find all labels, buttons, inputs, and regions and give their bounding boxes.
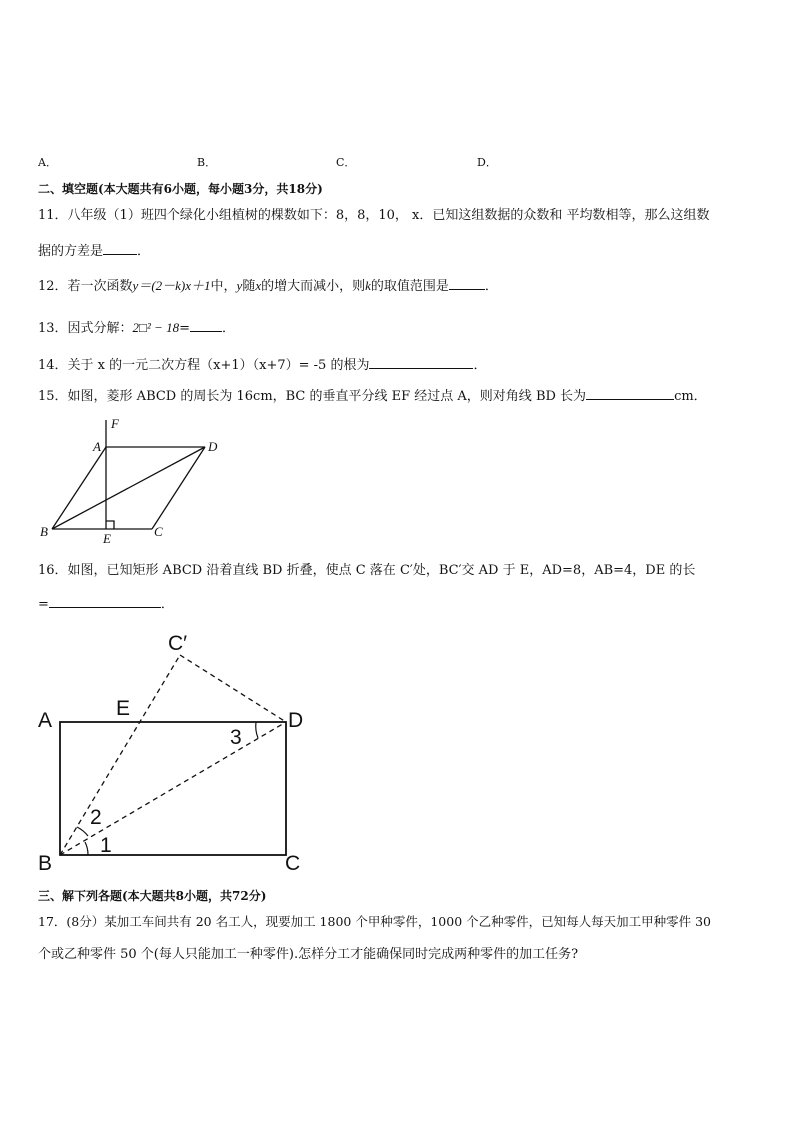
q16-line1: 16．如图，已知矩形 ABCD 沿着直线 BD 折叠，使点 C 落在 C′处，BC′交 AD 于 E，AD=8，AB=4，DE 的长 [38,563,696,578]
choice-c: C． [336,156,356,169]
label-d: D [208,439,218,454]
label-1: 1 [100,834,112,857]
q13-expression: 2□² − 18 [132,320,180,335]
q12-end: ． [484,279,498,294]
label-3: 3 [230,726,242,749]
q16-equals: = [38,597,49,612]
label-f: F [111,416,119,431]
q11-line2-end: ． [137,244,151,259]
q12-text-1: 中， [210,279,237,294]
line-bc-prime [60,655,180,855]
q12-var-x: x [255,278,262,293]
section2-heading: 二、填空题(本大题共有6小题，每小题3分，共18分) [38,182,323,196]
q17-line1: 17．(8分）某加工车间共有 20 名工人，现要加工 1800 个甲种零件，1000 个乙种零件，已知每人每天加工甲种零件 30 [38,914,712,929]
angle-3-arc [256,722,258,738]
label-c: C [154,524,163,539]
q12-text-2: 随 [242,279,256,294]
label-c-prime: C′ [168,632,188,655]
label-e: E [103,531,111,546]
q13-end: ． [221,321,235,336]
label-2: 2 [90,806,102,829]
q14-end: ． [473,358,487,373]
line-c-prime-d [180,655,286,722]
choice-d: D． [477,156,497,169]
label-a: A [38,709,53,732]
q11-line1: 11．八年级（1）班四个绿化小组植树的棵数如下：8，8，10， x．已知这组数据的众数和 平均数相等，那么这组数 [38,208,710,223]
q17-line2: 个或乙种零件 50 个(每人只能加工一种零件).怎样分工才能确保同时完成两种零件的加工任务? [38,947,579,962]
q12-var-y: y [236,278,243,293]
q13-equals: = [179,321,190,336]
q14-text: 14．关于 x 的一元二次方程（x+1）（x+7）= -5 的根为 [38,358,370,373]
q11-line2-text: 据的方差是 [38,244,104,259]
label-b: B [38,852,53,875]
q12-formula: y＝(2－k)x＋1 [132,278,211,293]
q12-text-4: 的取值范围是 [370,279,449,294]
q12-var-k: k [365,278,371,293]
label-d: D [288,709,304,732]
q15-text: 15．如图，菱形 ABCD 的周长为 16cm，BC 的垂直平分线 EF 经过点 A，则对角线 BD 长为 [38,389,587,404]
label-e: E [116,697,131,720]
choice-b: B． [197,156,217,169]
q12-text-3: 的增大而减小，则 [261,279,366,294]
q13-prefix: 13．因式分解： [38,321,133,336]
label-a: A [93,439,101,454]
q12-prefix: 12．若一次函数 [38,279,133,294]
angle-2-arc [77,827,88,836]
choice-a: A． [38,156,57,169]
q15-end: cm． [674,389,707,404]
q16-end: ． [160,597,174,612]
label-c: C [285,852,301,875]
fold-line-bd [60,722,286,855]
section3-heading: 三、解下列各题(本大题共8小题，共72分) [38,889,267,903]
angle-1-arc [85,842,88,855]
label-b: B [40,524,48,539]
